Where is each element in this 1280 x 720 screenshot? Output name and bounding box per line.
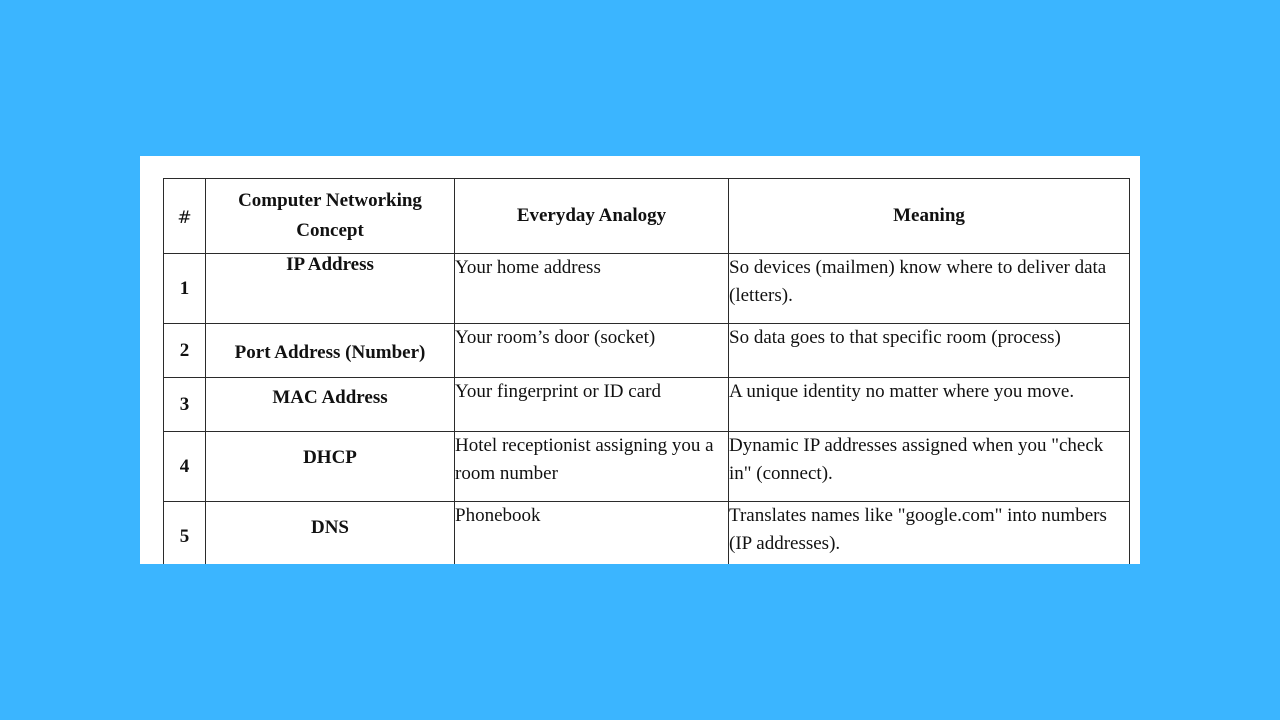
document-page xyxy=(140,156,1140,564)
table-row xyxy=(164,502,1130,565)
header-meaning: Meaning xyxy=(729,179,1130,254)
row-number: 5 xyxy=(164,502,206,565)
row-meaning: A unique identity no matter where you move. xyxy=(729,378,1130,432)
row-meaning: So data goes to that specific room (process) xyxy=(729,324,1130,378)
row-concept: DHCP xyxy=(206,432,455,502)
row-analogy: Hotel receptionist assigning you a room number xyxy=(455,432,729,502)
header-analogy: Everyday Analogy xyxy=(455,179,729,254)
row-meaning: Translates names like "google.com" into numbers (IP addresses). xyxy=(729,502,1130,565)
row-meaning: Dynamic IP addresses assigned when you "check in" (connect). xyxy=(729,432,1130,502)
table-row xyxy=(164,378,1130,432)
row-number: 1 xyxy=(164,254,206,324)
row-concept: DNS xyxy=(206,502,455,565)
row-meaning: So devices (mailmen) know where to deliver data (letters). xyxy=(729,254,1130,324)
row-analogy: Your fingerprint or ID card xyxy=(455,378,729,432)
header-number: # xyxy=(164,179,206,254)
table-body xyxy=(164,254,1130,565)
table-row xyxy=(164,254,1130,324)
row-analogy: Phonebook xyxy=(455,502,729,565)
row-concept: MAC Address xyxy=(206,378,455,432)
table-row xyxy=(164,324,1130,378)
networking-concepts-table xyxy=(163,178,1130,564)
row-number: 3 xyxy=(164,378,206,432)
row-number: 4 xyxy=(164,432,206,502)
row-analogy: Your home address xyxy=(455,254,729,324)
table-header xyxy=(164,179,1130,254)
row-concept: Port Address (Number) xyxy=(206,324,455,378)
header-row xyxy=(164,179,1130,254)
table-row xyxy=(164,432,1130,502)
row-concept: IP Address xyxy=(206,254,455,324)
row-analogy: Your room’s door (socket) xyxy=(455,324,729,378)
row-number: 2 xyxy=(164,324,206,378)
header-concept: Computer Networking Concept xyxy=(206,179,455,254)
